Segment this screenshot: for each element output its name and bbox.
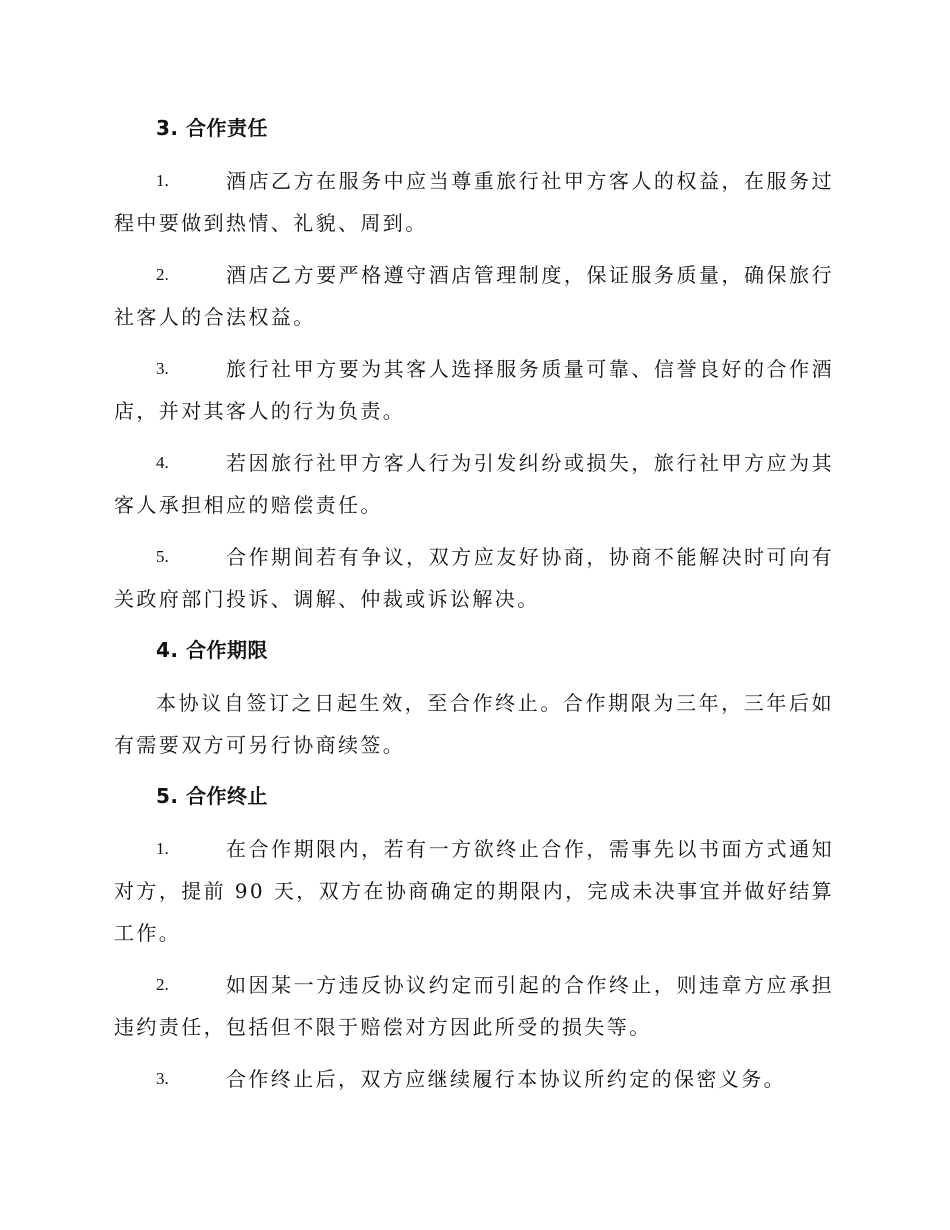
list-item [114, 160, 834, 244]
list-item [114, 442, 834, 526]
list-item [114, 254, 834, 338]
list-item-number: 1. [156, 171, 169, 190]
list-item-number: 5. [156, 547, 169, 566]
section-heading-cooperation-responsibility: 3. 合作责任 [156, 116, 268, 140]
document-body [114, 108, 834, 1110]
list-item-text: 合作期间若有争议，双方应友好协商，协商不能解决时可向有关政府部门投诉、调解、仲裁或诉讼解决。 [114, 545, 834, 611]
list-item-text: 在合作期限内，若有一方欲终止合作，需事先以书面方式通知对方，提前 90 天，双方在协商确定的期限内，完成未决事宜并做好结算工作。 [114, 837, 834, 945]
list-item-number: 1. [156, 839, 169, 858]
list-item-number: 3. [156, 359, 169, 378]
section-heading-cooperation-term: 4. 合作期限 [156, 638, 268, 662]
list-item [114, 536, 834, 620]
list-item [114, 1058, 834, 1100]
list-item [114, 828, 834, 954]
list-item-text: 若因旅行社甲方客人行为引发纠纷或损失，旅行社甲方应为其客人承担相应的赔偿责任。 [114, 451, 834, 517]
list-item [114, 348, 834, 432]
list-item-number: 2. [156, 265, 169, 284]
list-item [114, 964, 834, 1048]
list-item-text: 酒店乙方在服务中应当尊重旅行社甲方客人的权益，在服务过程中要做到热情、礼貌、周到。 [114, 169, 834, 235]
list-item-text: 酒店乙方要严格遵守酒店管理制度，保证服务质量，确保旅行社客人的合法权益。 [114, 263, 834, 329]
term-paragraph: 本协议自签订之日起生效，至合作终止。合作期限为三年，三年后如有需要双方可另行协商续签。 [114, 691, 834, 757]
list-item-text: 合作终止后，双方应继续履行本协议所约定的保密义务。 [226, 1067, 786, 1091]
list-item-number: 4. [156, 453, 169, 472]
list-item-text: 如因某一方违反协议约定而引起的合作终止，则违章方应承担违约责任，包括但不限于赔偿对方因此所受的损失等。 [114, 973, 834, 1039]
list-item-number: 2. [156, 975, 169, 994]
section-heading-cooperation-termination: 5. 合作终止 [156, 784, 268, 808]
list-item-text: 旅行社甲方要为其客人选择服务质量可靠、信誉良好的合作酒店，并对其客人的行为负责。 [114, 357, 834, 423]
list-item-number: 3. [156, 1069, 169, 1088]
